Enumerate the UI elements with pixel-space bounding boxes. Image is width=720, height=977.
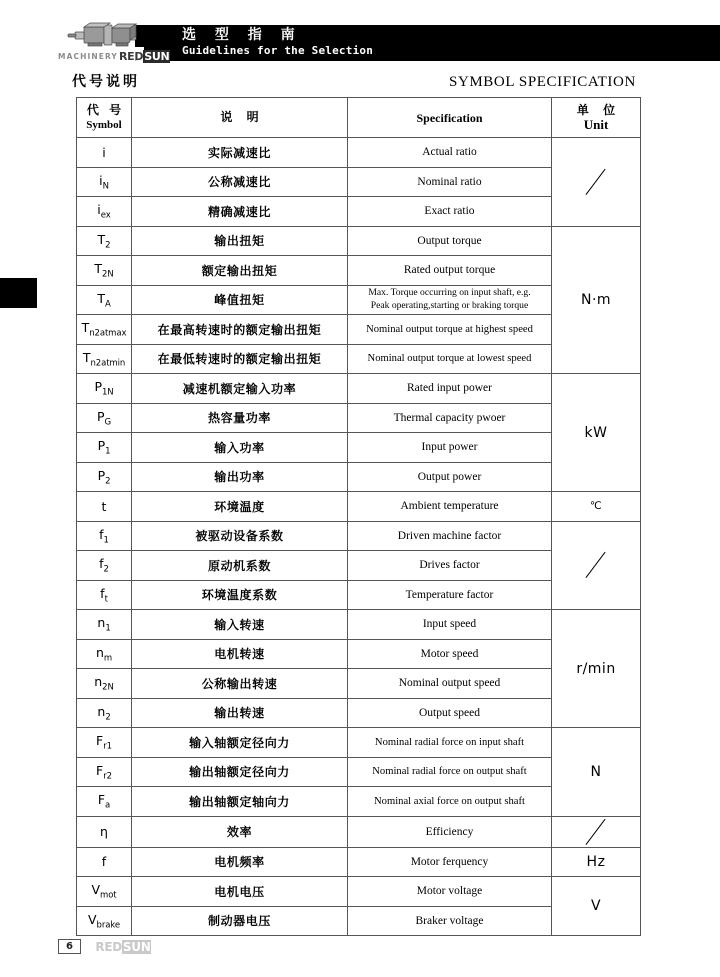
page-index-tab [0,278,37,308]
footer-brand-red: RED [95,939,122,954]
section-title-en: SYMBOL SPECIFICATION [449,74,636,90]
column-header-symbol-en: Symbol [86,119,122,131]
cell-description-cn: 电机频率 [132,847,348,877]
column-header-description [132,98,348,138]
banner-title-cn: 选 型 指 南 [182,27,302,43]
cell-symbol: $V_{brake}$ [77,906,132,936]
cell-specification-en: Motor ferquency [348,847,552,877]
cell-specification-en: Efficiency [348,816,552,847]
cell-description-cn: 电机电压 [132,877,348,907]
page-number: 6 [58,939,81,954]
cell-symbol: $P_{1N}$ [77,374,132,404]
logo-brand-text [119,50,170,63]
cell-description-cn: 精确减速比 [132,197,348,227]
gearbox-motor-icon [64,22,142,50]
cell-symbol: $i_N$ [77,167,132,197]
cell-specification-en: Temperature factor [348,580,552,610]
slash-icon [583,817,609,843]
cell-specification-en: Exact ratio [348,197,552,227]
cell-symbol: $P_1$ [77,433,132,463]
cell-description-cn: 效率 [132,816,348,847]
cell-symbol: $n_m$ [77,639,132,669]
cell-description-cn: 输出轴额定轴向力 [132,787,348,817]
cell-description-cn: 峰值扭矩 [132,285,348,315]
cell-specification-en: Rated input power [348,374,552,404]
cell-specification-en: Nominal output speed [348,669,552,699]
page-footer [58,938,151,958]
slash-icon [583,550,609,576]
cell-description-cn: 原动机系数 [132,551,348,581]
cell-specification-en: Ambient temperature [348,492,552,522]
cell-specification-en: Thermal capacity pwoer [348,403,552,433]
cell-description-cn: 输出轴额定径向力 [132,757,348,787]
table-row [77,226,641,256]
cell-specification-en: Nominal radial force on input shaft [348,728,552,758]
cell-description-cn: 输入功率 [132,433,348,463]
column-header-specification-en: Specification [416,110,483,125]
cell-symbol: $T_A$ [77,285,132,315]
cell-symbol: f [77,847,132,877]
cell-specification-en: Drives factor [348,551,552,581]
cell-symbol: i [77,138,132,168]
cell-specification-en: Input power [348,433,552,463]
cell-specification-en: Motor voltage [348,877,552,907]
logo-brand-sun: SUN [144,50,170,63]
cell-unit: Hz [552,847,641,877]
cell-specification-en: Actual ratio [348,138,552,168]
cell-unit: kW [552,374,641,492]
logo-machinery-text: MACHINERY [58,52,118,61]
cell-specification-en: Driven machine factor [348,521,552,551]
cell-description-cn: 在最低转速时的额定输出扭矩 [132,344,348,374]
section-title-cn: 代号说明 [72,74,140,90]
cell-symbol: $n_2$ [77,698,132,728]
cell-symbol: $F_a$ [77,787,132,817]
cell-description-cn: 公称减速比 [132,167,348,197]
cell-description-cn: 电机转速 [132,639,348,669]
cell-symbol: η [77,816,132,847]
cell-unit [552,816,641,847]
cell-symbol: $F_{r2}$ [77,757,132,787]
cell-unit: N·m [552,226,641,374]
cell-description-cn: 输入转速 [132,610,348,640]
banner-text-group [182,27,512,58]
cell-description-cn: 环境温度 [132,492,348,522]
cell-symbol: $P_2$ [77,462,132,492]
cell-description-cn: 输入轴额定径向力 [132,728,348,758]
cell-description-cn: 输出扭矩 [132,226,348,256]
cell-description-cn: 环境温度系数 [132,580,348,610]
cell-description-cn: 热容量功率 [132,403,348,433]
cell-symbol: $P_G$ [77,403,132,433]
table-row [77,521,641,551]
column-header-unit-cn: 单 位 [576,103,621,117]
column-header-unit-en: Unit [583,117,609,132]
column-header-symbol [77,98,132,138]
cell-description-cn: 额定输出扭矩 [132,256,348,286]
cell-unit [552,138,641,227]
symbol-specification-table [76,97,641,936]
cell-symbol: $T_{n2atmax}$ [77,315,132,345]
logo-brand-red: RED [119,50,144,63]
table-row [77,492,641,522]
cell-symbol: $n_{2N}$ [77,669,132,699]
column-header-symbol-cn: 代 号 [86,103,125,117]
cell-symbol: $T_{2N}$ [77,256,132,286]
cell-symbol: $i_{ex}$ [77,197,132,227]
cell-description-cn: 实际减速比 [132,138,348,168]
column-header-unit [552,98,641,138]
page-header [0,0,720,68]
cell-symbol: $T_2$ [77,226,132,256]
cell-specification-en: Max. Torque occurring on input shaft, e.g. Peak operating,starting or braking torque [348,285,552,315]
cell-symbol: $f_2$ [77,551,132,581]
cell-description-cn: 在最高转速时的额定输出扭矩 [132,315,348,345]
table-row [77,816,641,847]
banner-title-en: Guidelines for the Selection [182,44,374,57]
slash-icon [583,167,609,193]
cell-symbol: $f_1$ [77,521,132,551]
cell-symbol: $V_{mot}$ [77,877,132,907]
table-header-row [77,98,641,138]
cell-specification-en: Braker voltage [348,906,552,936]
cell-symbol: t [77,492,132,522]
cell-unit: r/min [552,610,641,728]
cell-unit [552,521,641,610]
cell-symbol: $f_t$ [77,580,132,610]
cell-description-cn: 减速机额定输入功率 [132,374,348,404]
table-row [77,877,641,907]
cell-unit: ℃ [552,492,641,522]
company-logo [58,22,178,66]
cell-specification-en: Motor speed [348,639,552,669]
footer-brand-logo [95,940,151,954]
cell-specification-en: Input speed [348,610,552,640]
cell-symbol: $n_1$ [77,610,132,640]
cell-symbol: $F_{r1}$ [77,728,132,758]
cell-unit: V [552,877,641,936]
table-row [77,847,641,877]
cell-specification-en: Nominal ratio [348,167,552,197]
table-row [77,138,641,168]
cell-specification-en: Rated output torque [348,256,552,286]
cell-symbol: $T_{n2atmin}$ [77,344,132,374]
cell-specification-en: Nominal radial force on output shaft [348,757,552,787]
cell-specification-en: Nominal output torque at lowest speed [348,344,552,374]
column-header-specification [348,98,552,138]
cell-specification-en: Output power [348,462,552,492]
cell-description-cn: 制动器电压 [132,906,348,936]
cell-description-cn: 输出转速 [132,698,348,728]
cell-specification-en: Nominal output torque at highest speed [348,315,552,345]
cell-description-cn: 被驱动设备系数 [132,521,348,551]
column-header-description-cn: 说 明 [220,110,264,124]
footer-brand-sun: SUN [122,939,151,954]
cell-specification-en: Output torque [348,226,552,256]
table-body [77,138,641,936]
table-row [77,728,641,758]
cell-unit: N [552,728,641,817]
cell-specification-en: Output speed [348,698,552,728]
cell-description-cn: 公称输出转速 [132,669,348,699]
table-row [77,374,641,404]
table-row [77,610,641,640]
cell-description-cn: 输出功率 [132,462,348,492]
cell-specification-en: Nominal axial force on output shaft [348,787,552,817]
